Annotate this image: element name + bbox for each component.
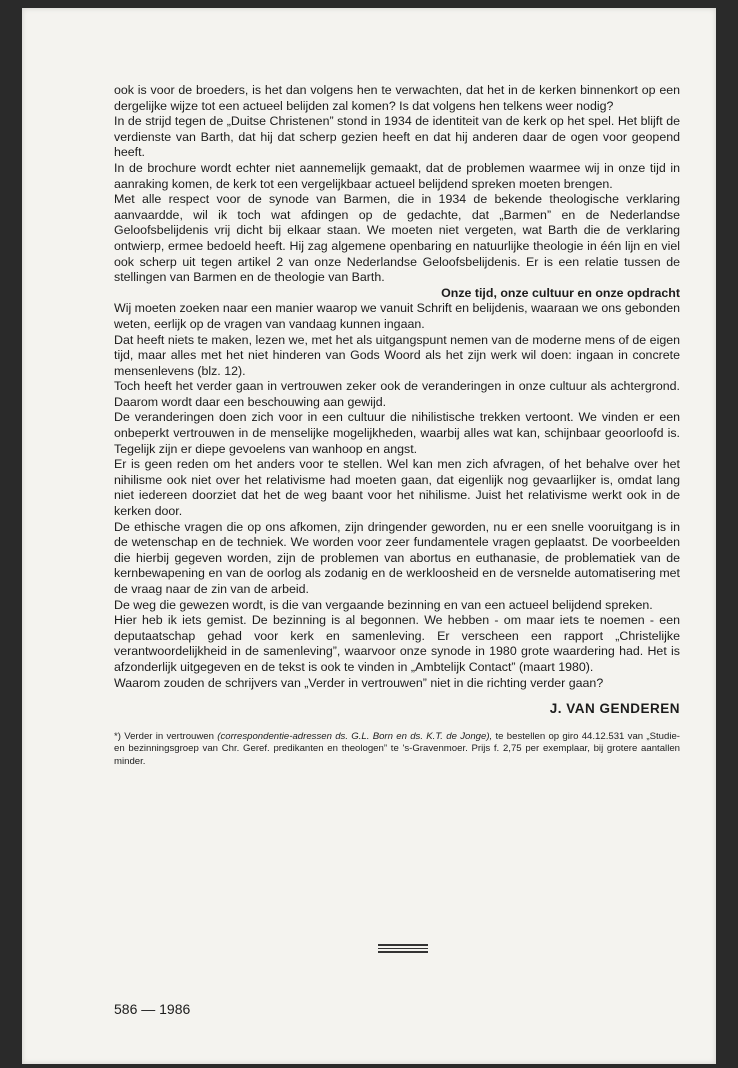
paragraph-main-8: Hier heb ik iets gemist. De bezinning is al begonnen. We hebben - om maar iets te noemen - een deputaatschap gehad voor kerk en samenleving. Er verscheen een rapport „Christelijke verantwoordelijkheid in de samenleving”, waarvoor onze synode in 1980 grote waardering had. Het is afzonderlijk uitgegeven en de tekst is ook te vinden in „Ambtelijk Contact” (maart 1980). xyxy=(114,613,680,674)
paragraph-main-3: Toch heeft het verder gaan in vertrouwen zeker ook de veranderingen in onze cultuur als achtergrond. Daarom wordt daar een beschouwing aan gewijd. xyxy=(114,379,680,409)
footnote-text-2: te bestellen op giro 44.12.531 van „Studie- en bezinningsgroep van Chr. Geref. predikanten en theologen” te 's-Gravenmoer. Prijs f. 2,75 per exemplaar, bij grotere aantallen minder. xyxy=(114,730,680,767)
footnote xyxy=(114,731,680,768)
author-signature: J. VAN GENDEREN xyxy=(549,701,680,717)
paragraph-main-9: Waarom zouden de schrijvers van „Verder in vertrouwen” niet in die richting verder gaan? xyxy=(114,675,604,690)
paragraph-main-2: Dat heeft niets te maken, lezen we, met het als uitgangspunt nemen van de moderne mens of de eigen tijd, maar alles met het niet hinderen van Gods Woord als het zijn werk wil doen: ingaan in concrete mensenlevens (blz. 12). xyxy=(114,332,680,378)
article-body xyxy=(114,83,680,768)
scanned-page xyxy=(22,8,716,1064)
paragraph-intro-2: In de strijd tegen de „Duitse Christenen” stond in 1934 de identiteit van de kerk op het spel. Het blijft de verdienste van Barth, dat hij dat scherp gezien heeft en dat hij anderen daar de ogen voor geopend heeft. xyxy=(114,114,680,160)
paragraph-intro-3: In de brochure wordt echter niet aannemelijk gemaakt, dat de problemen waarmee wij in onze tijd in aanraking komen, de kerk tot een vergelijkbaar actueel belijdend spreken moeten brengen. xyxy=(114,160,680,191)
divider-line xyxy=(378,948,428,950)
paragraph-main-1: Wij moeten zoeken naar een manier waarop we vanuit Schrift en belijdenis, waaraan we ons gebonden weten, eerlijk op de vragen van vandaag kunnen ingaan. xyxy=(114,301,680,331)
footnote-italic: (correspondentie-adressen ds. G.L. Born en ds. K.T. de Jonge), xyxy=(217,730,493,742)
paragraph-intro-4: Met alle respect voor de synode van Barmen, die in 1934 de bekende theologische verklaring aanvaardde, wil ik toch wat afdingen op de gedachte, dat „Barmen” en de Nederlandse Geloofsbelijdenis vrij dicht bij elkaar staan. We moeten niet vergeten, wat Barth die de verklaring ontwierp, ermee bedoeld heeft. Hij zag algemene openbaring en natuurlijke theologie in één lijn en viel ook scherp uit tegen artikel 2 van onze Nederlandse Geloofsbelijdenis. Er is een relatie tussen de stellingen van Barmen en de theologie van Barth. xyxy=(114,192,680,285)
divider-line xyxy=(378,951,428,953)
paragraph-intro-1: ook is voor de broeders, is het dan volgens hen te verwachten, dat het in de kerken binnenkort op een dergelijke wijze tot een actueel belijden zal komen? Is dat volgens hen telkens weer nodig? xyxy=(114,83,680,113)
section-divider xyxy=(378,944,428,955)
page-number: 586 — 1986 xyxy=(114,1001,191,1017)
section-heading: Onze tijd, onze cultuur en onze opdracht xyxy=(441,285,680,300)
paragraph-main-6: De ethische vragen die op ons afkomen, zijn dringender geworden, nu er een snelle vooruitgang is in de wetenschap en de techniek. We worden voor zeer fundamentele vragen geplaatst. De voorbeelden die hierbij gegeven worden, zijn de problemen van abortus en euthanasie, de problematiek van de kernbewapening en van de oorlog als zodanig en de werkloosheid en de versnelde automatisering met de vraag naar de zin van de arbeid. xyxy=(114,519,680,596)
footnote-marker: *) xyxy=(114,730,121,742)
paragraph-main-5: Er is geen reden om het anders voor te stellen. Wel kan men zich afvragen, of het behalve over het nihilisme ook niet over het relativisme had moeten gaan, dat eigenlijk nog gevaarlijker is, omdat lang niet iedereen doorziet dat het de weg baant voor het nihilisme. Juist het relativisme werkt ook in de kerken door. xyxy=(114,457,680,519)
divider-line xyxy=(378,944,428,946)
paragraph-main-7: De weg die gewezen wordt, is die van vergaande bezinning en van een actueel belijdend spreken. xyxy=(114,597,653,612)
footnote-text-1: Verder in vertrouwen xyxy=(120,730,218,742)
paragraph-main-4: De veranderingen doen zich voor in een cultuur die nihilistische trekken vertoont. We vinden er een onbeperkt vertrouwen in de menselijke mogelijkheden, waarbij alles wat kan, schijnbaar geoorloofd is. Tegelijk zijn er diepe gevoelens van wanhoop en angst. xyxy=(114,410,680,456)
